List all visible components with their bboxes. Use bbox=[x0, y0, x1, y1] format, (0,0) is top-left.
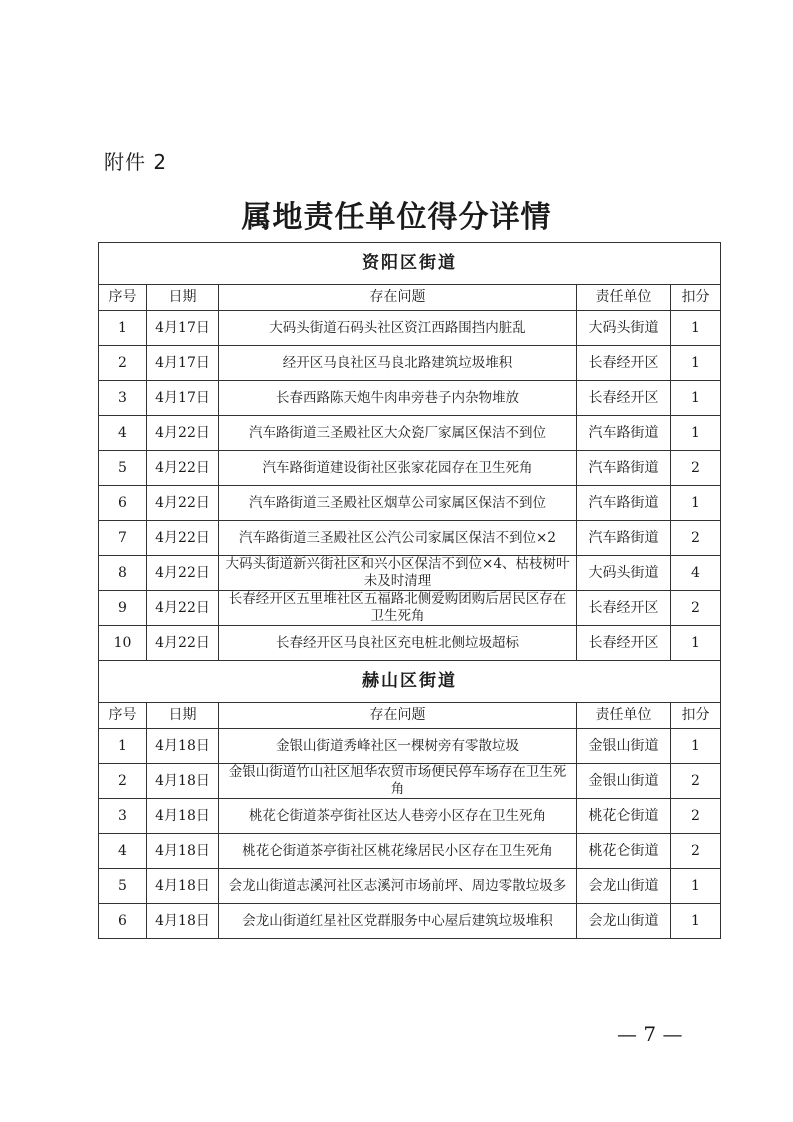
row-date: 4月22日 bbox=[147, 521, 219, 556]
row-score: 1 bbox=[671, 869, 721, 904]
column-header: 日期 bbox=[147, 703, 219, 729]
row-issue: 经开区马良社区马良北路建筑垃圾堆积 bbox=[219, 346, 577, 381]
row-index: 9 bbox=[99, 591, 147, 626]
row-issue: 汽车路街道建设街社区张家花园存在卫生死角 bbox=[219, 451, 577, 486]
table-row bbox=[99, 869, 721, 904]
row-unit: 长春经开区 bbox=[577, 626, 671, 661]
row-score: 4 bbox=[671, 556, 721, 591]
column-header: 存在问题 bbox=[219, 703, 577, 729]
row-index: 6 bbox=[99, 486, 147, 521]
row-unit: 长春经开区 bbox=[577, 346, 671, 381]
table-row bbox=[99, 764, 721, 799]
section-header bbox=[99, 243, 721, 285]
row-score: 1 bbox=[671, 311, 721, 346]
row-date: 4月18日 bbox=[147, 904, 219, 939]
column-header: 责任单位 bbox=[577, 285, 671, 311]
table-row bbox=[99, 729, 721, 764]
section-title: 赫山区街道 bbox=[99, 661, 721, 703]
row-date: 4月17日 bbox=[147, 381, 219, 416]
row-unit: 长春经开区 bbox=[577, 591, 671, 626]
row-issue: 汽车路街道三圣殿社区烟草公司家属区保洁不到位 bbox=[219, 486, 577, 521]
row-score: 2 bbox=[671, 764, 721, 799]
row-score: 1 bbox=[671, 729, 721, 764]
row-issue: 会龙山街道红星社区党群服务中心屋后建筑垃圾堆积 bbox=[219, 904, 577, 939]
row-index: 1 bbox=[99, 311, 147, 346]
row-date: 4月22日 bbox=[147, 556, 219, 591]
column-header: 存在问题 bbox=[219, 285, 577, 311]
row-issue: 桃花仑街道茶亭街社区达人巷旁小区存在卫生死角 bbox=[219, 799, 577, 834]
table-row bbox=[99, 556, 721, 591]
table-row bbox=[99, 799, 721, 834]
attachment-label: 附件 2 bbox=[104, 150, 168, 174]
row-date: 4月22日 bbox=[147, 451, 219, 486]
row-score: 1 bbox=[671, 416, 721, 451]
table-row bbox=[99, 311, 721, 346]
row-date: 4月17日 bbox=[147, 311, 219, 346]
row-unit: 会龙山街道 bbox=[577, 904, 671, 939]
row-issue: 金银山街道秀峰社区一棵树旁有零散垃圾 bbox=[219, 729, 577, 764]
row-score: 1 bbox=[671, 626, 721, 661]
row-index: 3 bbox=[99, 799, 147, 834]
row-index: 4 bbox=[99, 834, 147, 869]
row-score: 1 bbox=[671, 346, 721, 381]
row-date: 4月18日 bbox=[147, 869, 219, 904]
column-header-row bbox=[99, 285, 721, 311]
row-score: 2 bbox=[671, 521, 721, 556]
column-header-row bbox=[99, 703, 721, 729]
row-index: 3 bbox=[99, 381, 147, 416]
row-unit: 桃花仑街道 bbox=[577, 799, 671, 834]
page-number: — 7 — bbox=[617, 1022, 683, 1046]
row-unit: 长春经开区 bbox=[577, 381, 671, 416]
table-row bbox=[99, 451, 721, 486]
row-date: 4月18日 bbox=[147, 764, 219, 799]
row-index: 8 bbox=[99, 556, 147, 591]
row-issue: 汽车路街道三圣殿社区公汽公司家属区保洁不到位×2 bbox=[219, 521, 577, 556]
section-header bbox=[99, 661, 721, 703]
table-row bbox=[99, 904, 721, 939]
score-table bbox=[98, 242, 721, 939]
table-row bbox=[99, 486, 721, 521]
row-unit: 桃花仑街道 bbox=[577, 834, 671, 869]
row-date: 4月22日 bbox=[147, 486, 219, 521]
row-score: 1 bbox=[671, 904, 721, 939]
row-index: 2 bbox=[99, 346, 147, 381]
table-row bbox=[99, 346, 721, 381]
row-index: 5 bbox=[99, 869, 147, 904]
row-index: 7 bbox=[99, 521, 147, 556]
row-issue: 汽车路街道三圣殿社区大众瓷厂家属区保洁不到位 bbox=[219, 416, 577, 451]
row-date: 4月22日 bbox=[147, 626, 219, 661]
row-index: 4 bbox=[99, 416, 147, 451]
column-header: 扣分 bbox=[671, 285, 721, 311]
row-issue: 大码头街道石码头社区资江西路围挡内脏乱 bbox=[219, 311, 577, 346]
page-title: 属地责任单位得分详情 bbox=[241, 200, 552, 235]
row-score: 2 bbox=[671, 591, 721, 626]
row-score: 2 bbox=[671, 799, 721, 834]
row-date: 4月22日 bbox=[147, 416, 219, 451]
row-issue: 金银山街道竹山社区旭华农贸市场便民停车场存在卫生死角 bbox=[219, 764, 577, 799]
row-unit: 汽车路街道 bbox=[577, 416, 671, 451]
row-issue: 大码头街道新兴街社区和兴小区保洁不到位×4、枯枝树叶未及时清理 bbox=[219, 556, 577, 591]
row-score: 1 bbox=[671, 381, 721, 416]
row-index: 1 bbox=[99, 729, 147, 764]
row-issue: 长春西路陈天炮牛肉串旁巷子内杂物堆放 bbox=[219, 381, 577, 416]
row-score: 1 bbox=[671, 486, 721, 521]
row-date: 4月17日 bbox=[147, 346, 219, 381]
row-date: 4月18日 bbox=[147, 799, 219, 834]
row-issue: 长春经开区五里堆社区五福路北侧爱购团购后居民区存在卫生死角 bbox=[219, 591, 577, 626]
row-score: 2 bbox=[671, 451, 721, 486]
row-date: 4月18日 bbox=[147, 834, 219, 869]
table-row bbox=[99, 416, 721, 451]
column-header: 序号 bbox=[99, 703, 147, 729]
table-row bbox=[99, 591, 721, 626]
row-index: 5 bbox=[99, 451, 147, 486]
column-header: 序号 bbox=[99, 285, 147, 311]
row-unit: 汽车路街道 bbox=[577, 451, 671, 486]
row-unit: 汽车路街道 bbox=[577, 486, 671, 521]
row-unit: 金银山街道 bbox=[577, 764, 671, 799]
table-row bbox=[99, 521, 721, 556]
table-row bbox=[99, 626, 721, 661]
section-title: 资阳区街道 bbox=[99, 243, 721, 285]
row-date: 4月22日 bbox=[147, 591, 219, 626]
row-issue: 长春经开区马良社区充电桩北侧垃圾超标 bbox=[219, 626, 577, 661]
row-index: 6 bbox=[99, 904, 147, 939]
row-unit: 大码头街道 bbox=[577, 556, 671, 591]
row-unit: 汽车路街道 bbox=[577, 521, 671, 556]
column-header: 日期 bbox=[147, 285, 219, 311]
row-unit: 金银山街道 bbox=[577, 729, 671, 764]
row-issue: 桃花仑街道茶亭街社区桃花缘居民小区存在卫生死角 bbox=[219, 834, 577, 869]
row-date: 4月18日 bbox=[147, 729, 219, 764]
row-index: 2 bbox=[99, 764, 147, 799]
row-unit: 会龙山街道 bbox=[577, 869, 671, 904]
row-issue: 会龙山街道志溪河社区志溪河市场前坪、周边零散垃圾多 bbox=[219, 869, 577, 904]
row-unit: 大码头街道 bbox=[577, 311, 671, 346]
column-header: 责任单位 bbox=[577, 703, 671, 729]
table-row bbox=[99, 381, 721, 416]
row-index: 10 bbox=[99, 626, 147, 661]
table-row bbox=[99, 834, 721, 869]
row-score: 2 bbox=[671, 834, 721, 869]
column-header: 扣分 bbox=[671, 703, 721, 729]
